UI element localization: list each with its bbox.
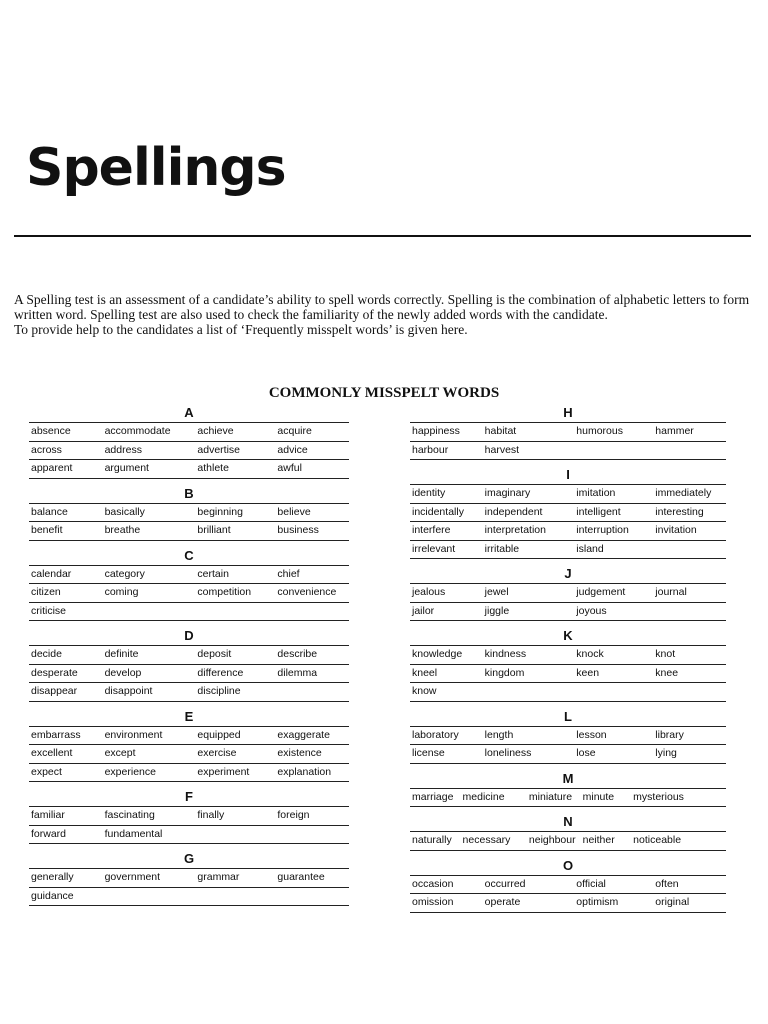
word-row [29,422,349,441]
word-cell: calendar [31,567,72,580]
word-cell: license [412,747,445,759]
word-cell [653,541,726,559]
word-cell: judgement [576,586,626,598]
word-cell: across [31,443,62,456]
word-cell: mysterious [633,790,684,803]
word-cell: occurred [484,877,526,890]
letter-section-a [29,404,349,479]
section-letter: B [184,485,194,501]
word-cell: citizen [31,586,61,598]
word-row [29,868,349,887]
word-cell: guidance [31,889,74,902]
word-cell [653,442,726,460]
letter-section-j [410,565,726,621]
letter-section-g [29,850,349,906]
word-cell: guarantee [277,871,325,883]
word-cell: interfere [412,524,451,536]
word-row [410,645,726,664]
word-cell: foreign [277,809,310,821]
intro-paragraph: A Spelling test is an assessment of a candidate’s ability to spell words correctly. Spelling is the combination of alphabetic letters to form written word. Spelling test are also used to check the familiarity of the newly added words with the candidate. [14,292,750,322]
word-cell [653,683,726,701]
word-cell: argument [104,462,149,474]
word-cell: lesson [576,728,607,741]
word-cell: journal [655,586,687,598]
word-row [410,744,726,764]
word-cell [275,603,349,621]
letter-section-o [410,857,726,913]
word-cell: minute [582,790,615,803]
word-cell: government [104,871,161,883]
word-cell: laboratory [412,728,459,741]
section-letter: C [184,547,194,563]
word-cell: optimism [576,896,619,908]
word-row [410,441,726,461]
word-list-title: COMMONLY MISSPELT WORDS [268,385,500,401]
section-letter: M [562,770,574,786]
word-cell: happiness [412,425,460,437]
word-cell [653,603,726,621]
word-cell: kneel [412,666,438,679]
word-cell: definite [104,648,139,660]
word-cell: difference [197,666,244,679]
word-row [410,875,726,894]
word-cell: know [412,685,437,697]
word-cell: acquire [277,425,312,437]
word-cell: hammer [655,425,694,437]
word-cell: forward [31,827,67,840]
word-row [410,484,726,503]
letter-section-m [410,770,726,808]
letter-section-k [410,627,726,702]
word-cell: marriage [412,790,454,803]
word-cell: beginning [197,505,243,518]
section-letter: F [185,789,193,804]
word-cell: equipped [197,728,241,741]
word-cell: deposit [197,648,232,660]
word-row [410,583,726,602]
word-cell: chief [277,567,300,580]
word-cell: harbour [412,443,449,456]
letter-section-e [29,708,349,783]
word-cell: immediately [655,487,712,499]
word-cell [195,888,275,906]
word-row [29,565,349,584]
word-row [29,887,349,907]
word-cell [103,888,196,906]
word-cell: finally [197,809,225,821]
word-cell: disappear [31,685,78,697]
word-cell: miniature [528,790,573,803]
word-cell: athlete [197,462,229,474]
word-cell: occasion [412,877,454,890]
section-letter: L [564,708,572,724]
word-cell: imaginary [484,487,531,499]
word-cell: experience [104,765,156,778]
word-cell: advertise [197,443,240,456]
word-cell: joyous [576,604,607,617]
word-cell: operate [484,896,521,908]
word-cell: naturally [412,834,452,846]
word-row [29,459,349,479]
word-row [410,893,726,913]
word-cell: knot [655,648,676,660]
word-cell: irrelevant [412,542,456,555]
word-cell: lying [655,747,677,759]
word-cell: balance [31,505,68,518]
letter-section-h [410,404,726,460]
intro-text [14,292,754,337]
word-row [410,788,726,808]
word-row [410,682,726,702]
word-row [410,831,726,851]
word-column-right [410,404,726,913]
word-cell: except [104,747,136,759]
word-row [29,825,349,845]
word-cell: harvest [484,443,520,456]
word-cell: brilliant [197,524,231,536]
word-column-left [29,404,349,906]
word-cell: accommodate [104,425,171,437]
letter-section-n [410,813,726,851]
word-cell: invitation [655,524,697,536]
word-cell: discipline [197,685,241,697]
word-cell: kindness [484,648,527,660]
letter-section-i [410,466,726,559]
section-letter: O [562,857,574,873]
word-cell: certain [197,567,229,580]
word-cell: apparent [31,462,73,474]
letter-section-l [410,708,726,764]
word-cell [195,826,275,844]
word-cell: experiment [197,765,250,778]
word-cell: address [104,443,142,456]
page-title: Spellings [26,138,286,198]
section-letter: J [564,566,572,581]
word-cell: intelligent [576,505,621,518]
word-cell [574,683,653,701]
word-cell: disappoint [104,685,153,697]
word-cell: medicine [462,790,505,803]
word-cell: familiar [31,809,65,821]
letter-section-c [29,547,349,622]
word-cell: island [576,542,604,555]
section-letter: N [563,814,573,829]
word-row [29,645,349,664]
word-cell: incidentally [412,505,464,518]
word-cell: dilemma [277,666,318,679]
word-cell: existence [277,747,322,759]
word-cell: develop [104,666,142,679]
word-cell: grammar [197,871,240,883]
word-cell: irritable [484,542,520,555]
word-cell: breathe [104,524,141,536]
word-row [410,503,726,522]
letter-section-f [29,788,349,844]
word-cell: neighbour [528,834,576,846]
word-cell: neither [582,834,615,846]
word-cell: habitat [484,425,517,437]
letter-section-d [29,627,349,702]
word-cell: advice [277,443,308,456]
word-cell: identity [412,487,446,499]
word-cell: library [655,728,684,741]
word-cell [483,683,575,701]
section-letter: K [563,628,573,643]
word-cell [574,442,653,460]
section-letter: I [566,467,570,482]
word-cell: jailor [412,604,435,617]
word-row [29,726,349,745]
word-cell: interpretation [484,524,546,536]
word-cell: interesting [655,505,704,518]
section-letter: G [183,851,195,866]
word-cell: noticeable [633,834,682,846]
word-cell: generally [31,871,74,883]
title-divider [14,235,751,237]
word-cell: expect [31,765,62,778]
word-cell: awful [277,462,302,474]
word-cell: fascinating [104,809,155,821]
word-cell: independent [484,505,543,518]
word-cell: often [655,877,679,890]
word-cell: exaggerate [277,728,330,741]
word-cell: basically [104,505,145,518]
section-letter: D [184,628,194,643]
word-row [410,422,726,441]
word-cell: coming [104,586,139,598]
word-cell: criticise [31,604,67,617]
word-cell: omission [412,896,454,908]
word-cell: decide [31,648,62,660]
word-cell: jealous [412,586,446,598]
word-cell: keen [576,666,600,679]
word-row [410,521,726,540]
word-cell: describe [277,648,318,660]
word-cell: competition [197,586,252,598]
word-cell [195,603,275,621]
word-row [29,744,349,763]
word-row [410,602,726,622]
word-row [29,503,349,522]
word-cell: embarrass [31,728,81,741]
word-row [29,583,349,602]
word-cell: absence [31,425,71,437]
word-cell: exercise [197,747,237,759]
word-cell [275,826,349,844]
word-row [29,682,349,702]
word-cell: length [484,728,514,741]
word-cell: knowledge [412,648,463,660]
word-cell: jiggle [484,604,510,617]
word-cell: lose [576,747,596,759]
word-cell: convenience [277,586,337,598]
word-row [410,540,726,560]
word-cell: excellent [31,747,73,759]
word-cell: kingdom [484,666,525,679]
word-cell: humorous [576,425,623,437]
word-cell: imitation [576,487,616,499]
word-cell: necessary [462,834,511,846]
word-cell: official [576,877,606,890]
word-cell: interruption [576,524,629,536]
word-cell: loneliness [484,747,532,759]
word-row [29,664,349,683]
word-cell: explanation [277,765,332,778]
letter-section-b [29,485,349,541]
word-cell [275,888,349,906]
intro-paragraph: To provide help to the candidates a list of ‘Frequently misspelt words’ is given here. [14,322,468,337]
word-row [29,602,349,622]
word-row [29,763,349,783]
word-cell: original [655,896,690,908]
section-letter: E [184,708,194,724]
section-letter: A [184,405,194,420]
word-row [410,664,726,683]
word-cell: fundamental [104,827,163,840]
word-cell: environment [104,728,163,741]
word-cell: business [277,524,319,536]
word-cell: jewel [484,586,509,598]
word-cell: desperate [31,666,78,679]
word-cell [275,683,349,701]
section-letter: H [563,405,573,420]
word-cell [103,603,196,621]
word-cell: knee [655,666,679,679]
word-cell: achieve [197,425,234,437]
word-cell: benefit [31,524,63,536]
word-row [29,806,349,825]
word-cell: believe [277,505,311,518]
word-cell: knock [576,648,604,660]
word-cell: category [104,567,145,580]
word-row [410,726,726,745]
word-row [29,441,349,460]
word-row [29,521,349,541]
